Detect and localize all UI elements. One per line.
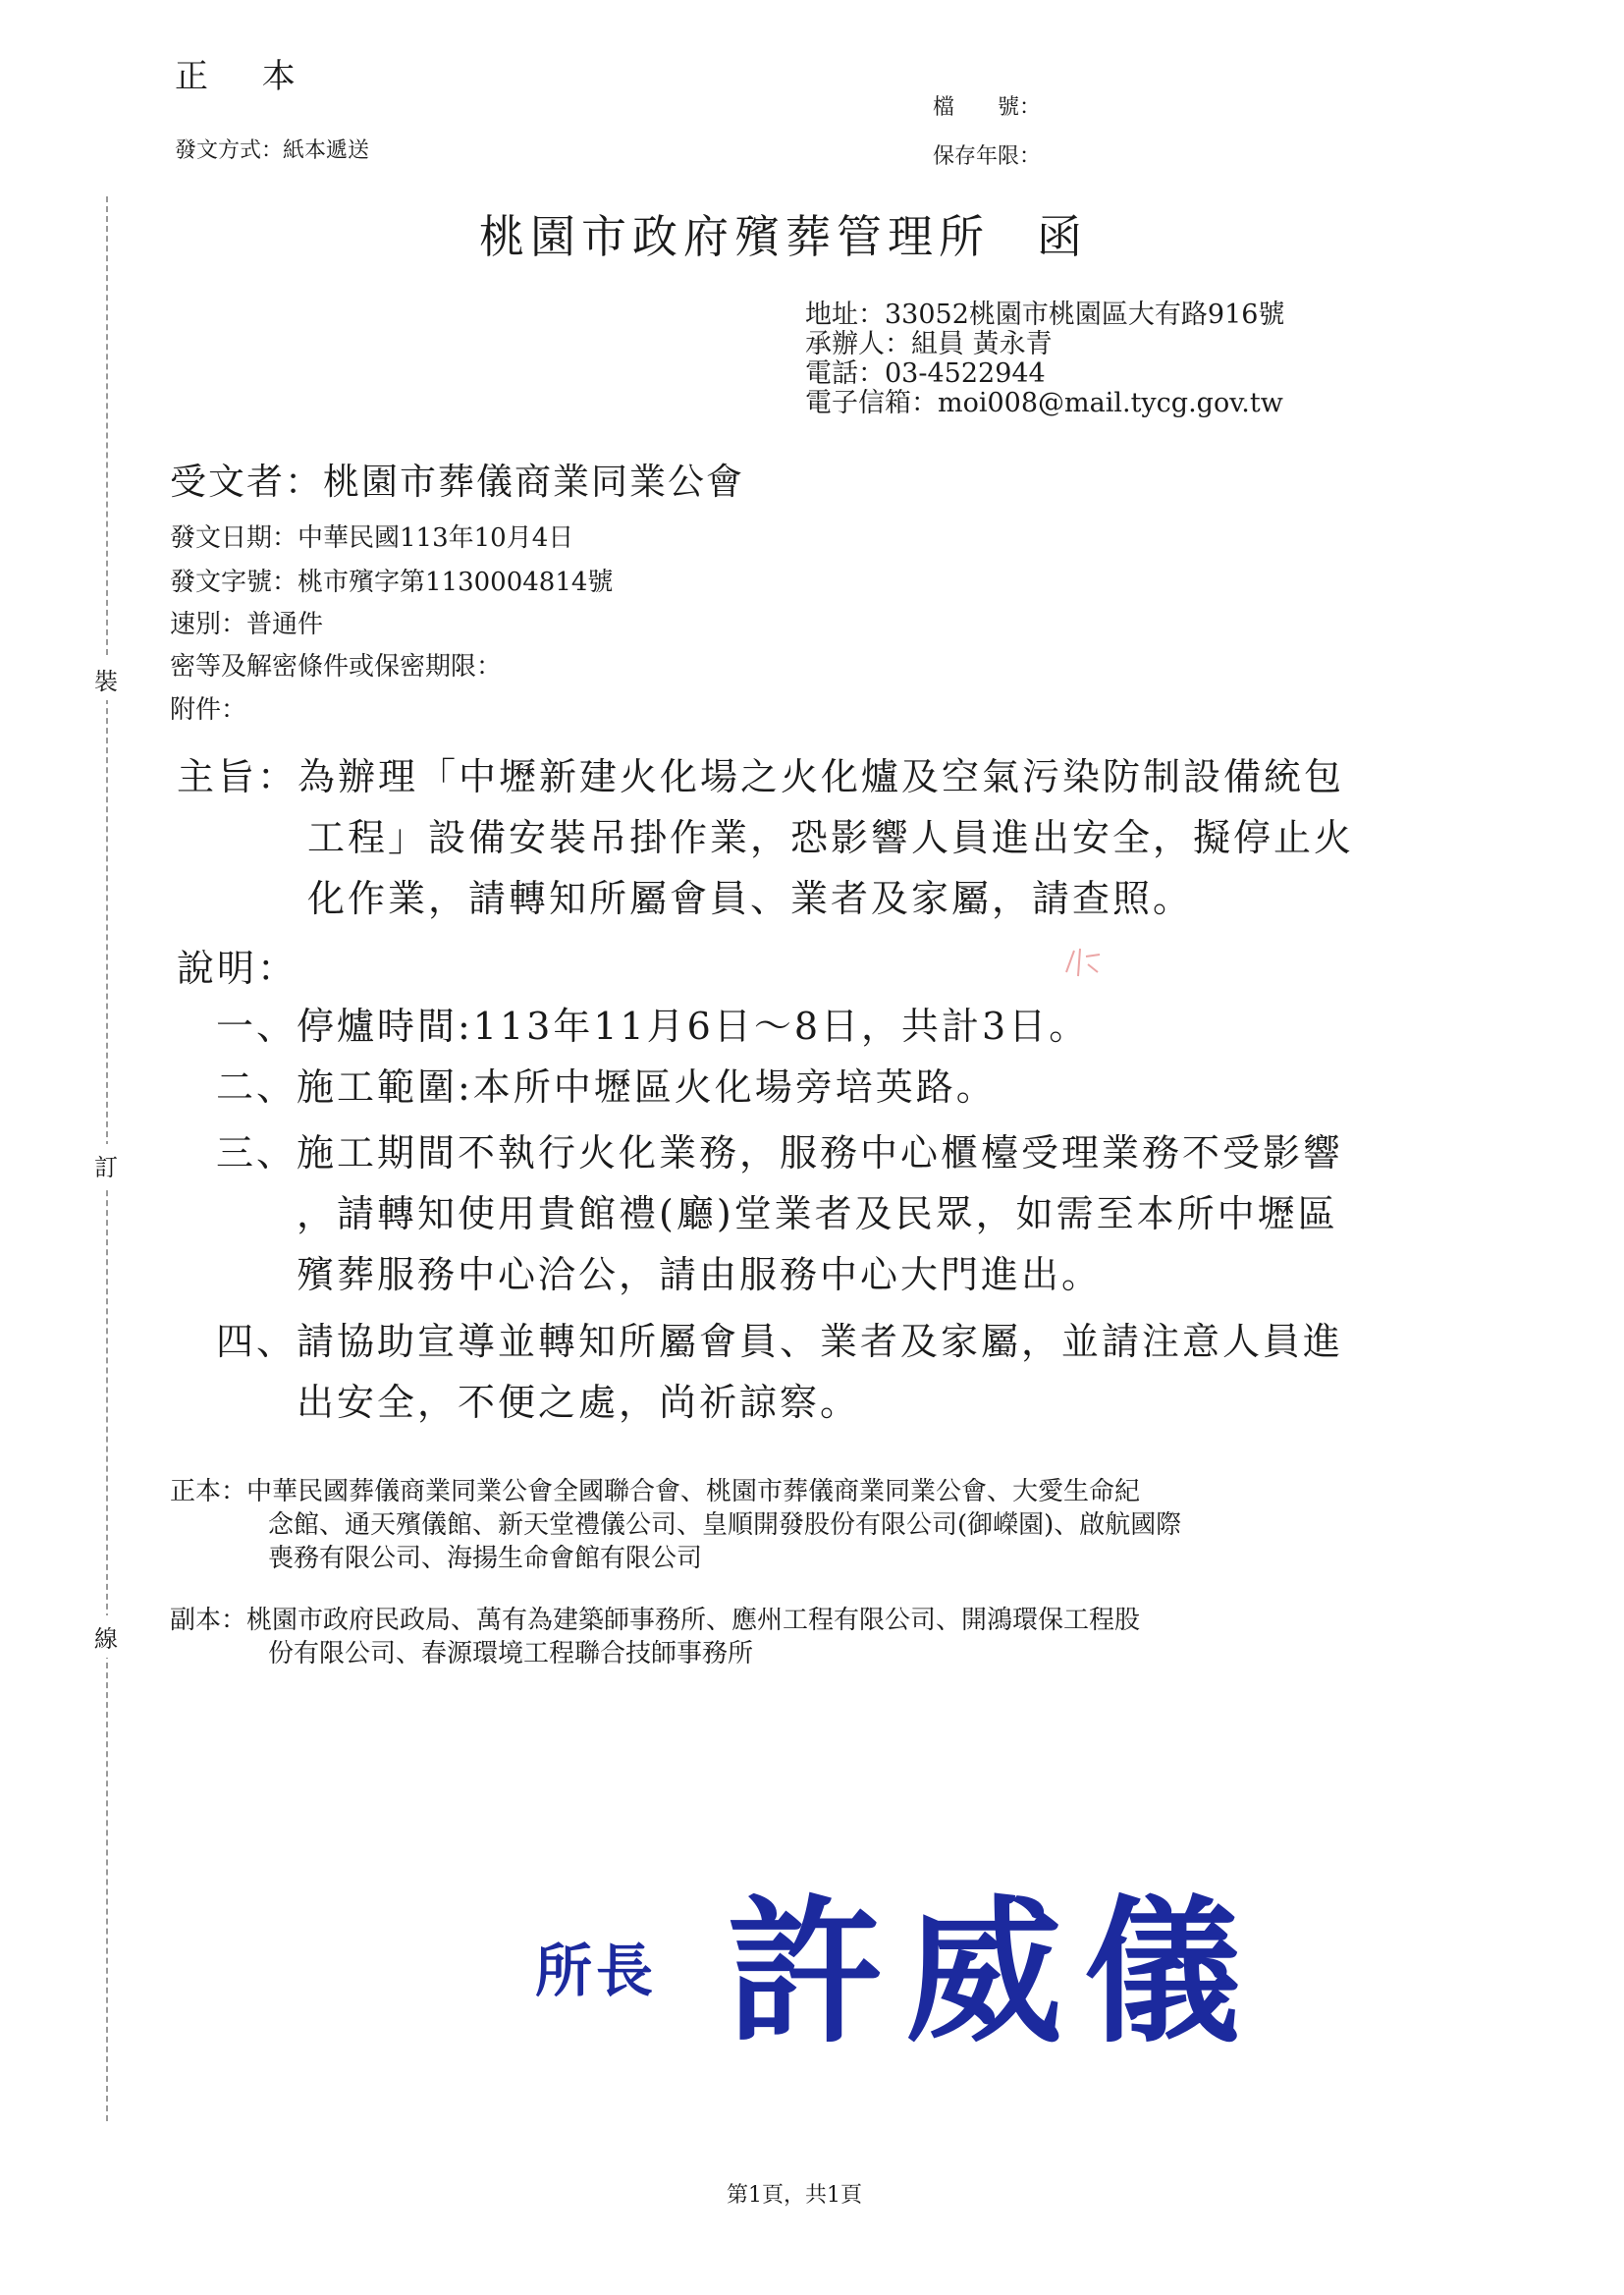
document-title xyxy=(479,201,1088,266)
confidentiality: 密等及解密條件或保密期限： xyxy=(170,652,503,682)
distribution-copy xyxy=(170,1604,1140,1670)
binding-mark-ding: 訂 xyxy=(94,1144,118,1186)
binding-mark-xian: 線 xyxy=(94,1615,118,1658)
explanation-item-4 xyxy=(216,1311,1343,1433)
distribution-original xyxy=(170,1475,1181,1575)
binding-mark-zhuang: 裝 xyxy=(94,658,118,700)
explanation-line: 出安全，不便之處，尚祈諒察。 xyxy=(297,1381,861,1424)
send-method: 發文方式：紙本遞送 xyxy=(175,138,370,163)
retention-period-label: 保存年限： xyxy=(933,144,1042,169)
distribution-line: 喪務有限公司、海揚生命會館有限公司 xyxy=(268,1544,703,1573)
page-number: 第1頁，共1頁 xyxy=(727,2183,862,2208)
distribution-line: 份有限公司、春源環境工程聯合技師事務所 xyxy=(268,1639,754,1668)
distribution-line: 念館、通天殯儀館、新天堂禮儀公司、皇順開發股份有限公司(御嶸園)、啟航國際 xyxy=(268,1510,1182,1540)
explanation-line: 三、施工期間不執行火化業務，服務中心櫃檯受理業務不受影響 xyxy=(216,1131,1344,1175)
recipient: 受文者：桃園市葬儀商業同業公會 xyxy=(170,461,744,503)
explanation-title: 說明： xyxy=(177,947,298,990)
explanation-item-2 xyxy=(216,1057,997,1118)
explanation-line: 二、施工範圍:本所中壢區火化場旁培英路。 xyxy=(216,1066,997,1109)
signature-name: 許威儀 xyxy=(727,1880,1264,2064)
delivery-speed: 速別：普通件 xyxy=(170,610,324,639)
explanation-line: ，請轉知使用貴館禮(廳)堂業者及民眾，如需至本所中壢區 xyxy=(297,1192,1338,1235)
explanation-item-1 xyxy=(216,996,1089,1057)
subject-line: 工程」設備安裝吊掛作業，恐影響人員進出安全，擬停止火 xyxy=(307,816,1355,859)
document-kind: 函 xyxy=(1037,210,1088,263)
attachments: 附件： xyxy=(170,695,247,725)
copy-label: 正 本 xyxy=(175,57,317,96)
explanation-item-3 xyxy=(216,1122,1343,1305)
issuing-organization: 桃園市政府殯葬管理所 xyxy=(479,210,990,263)
subject-line: 化作業，請轉知所屬會員、業者及家屬，請查照。 xyxy=(307,877,1194,920)
file-number-label: 檔 號： xyxy=(933,95,1042,120)
subject xyxy=(177,746,1354,929)
distribution-line: 副本：桃園市政府民政局、萬有為建築師事務所、應州工程有限公司、開鴻環保工程股 xyxy=(170,1606,1141,1635)
signature-title: 所長 xyxy=(535,1938,658,2004)
explanation-line: 殯葬服務中心洽公，請由服務中心大門進出。 xyxy=(297,1253,1103,1296)
red-stamp-mark xyxy=(1060,943,1106,982)
distribution-line: 正本：中華民國葬儀商業同業公會全國聯合會、桃園市葬儀商業同業公會、大愛生命紀 xyxy=(170,1477,1141,1506)
contact-address: 地址：33052桃園市桃園區大有路916號 xyxy=(805,300,1285,330)
contact-officer: 承辦人：組員 黃永青 xyxy=(805,329,1053,359)
explanation-line: 一、停爐時間:113年11月6日～8日，共計3日。 xyxy=(216,1005,1090,1048)
contact-phone: 電話：03-4522944 xyxy=(805,358,1046,389)
subject-line: 主旨：為辦理「中壢新建火化場之火化爐及空氣污染防制設備統包 xyxy=(177,755,1345,798)
contact-email: 電子信箱：moi008@mail.tycg.gov.tw xyxy=(805,388,1283,418)
issue-date: 發文日期：中華民國113年10月4日 xyxy=(170,523,574,553)
document-number: 發文字號：桃市殯字第1130004814號 xyxy=(170,568,614,597)
explanation-line: 四、請協助宣導並轉知所屬會員、業者及家屬，並請注意人員進 xyxy=(216,1320,1344,1363)
